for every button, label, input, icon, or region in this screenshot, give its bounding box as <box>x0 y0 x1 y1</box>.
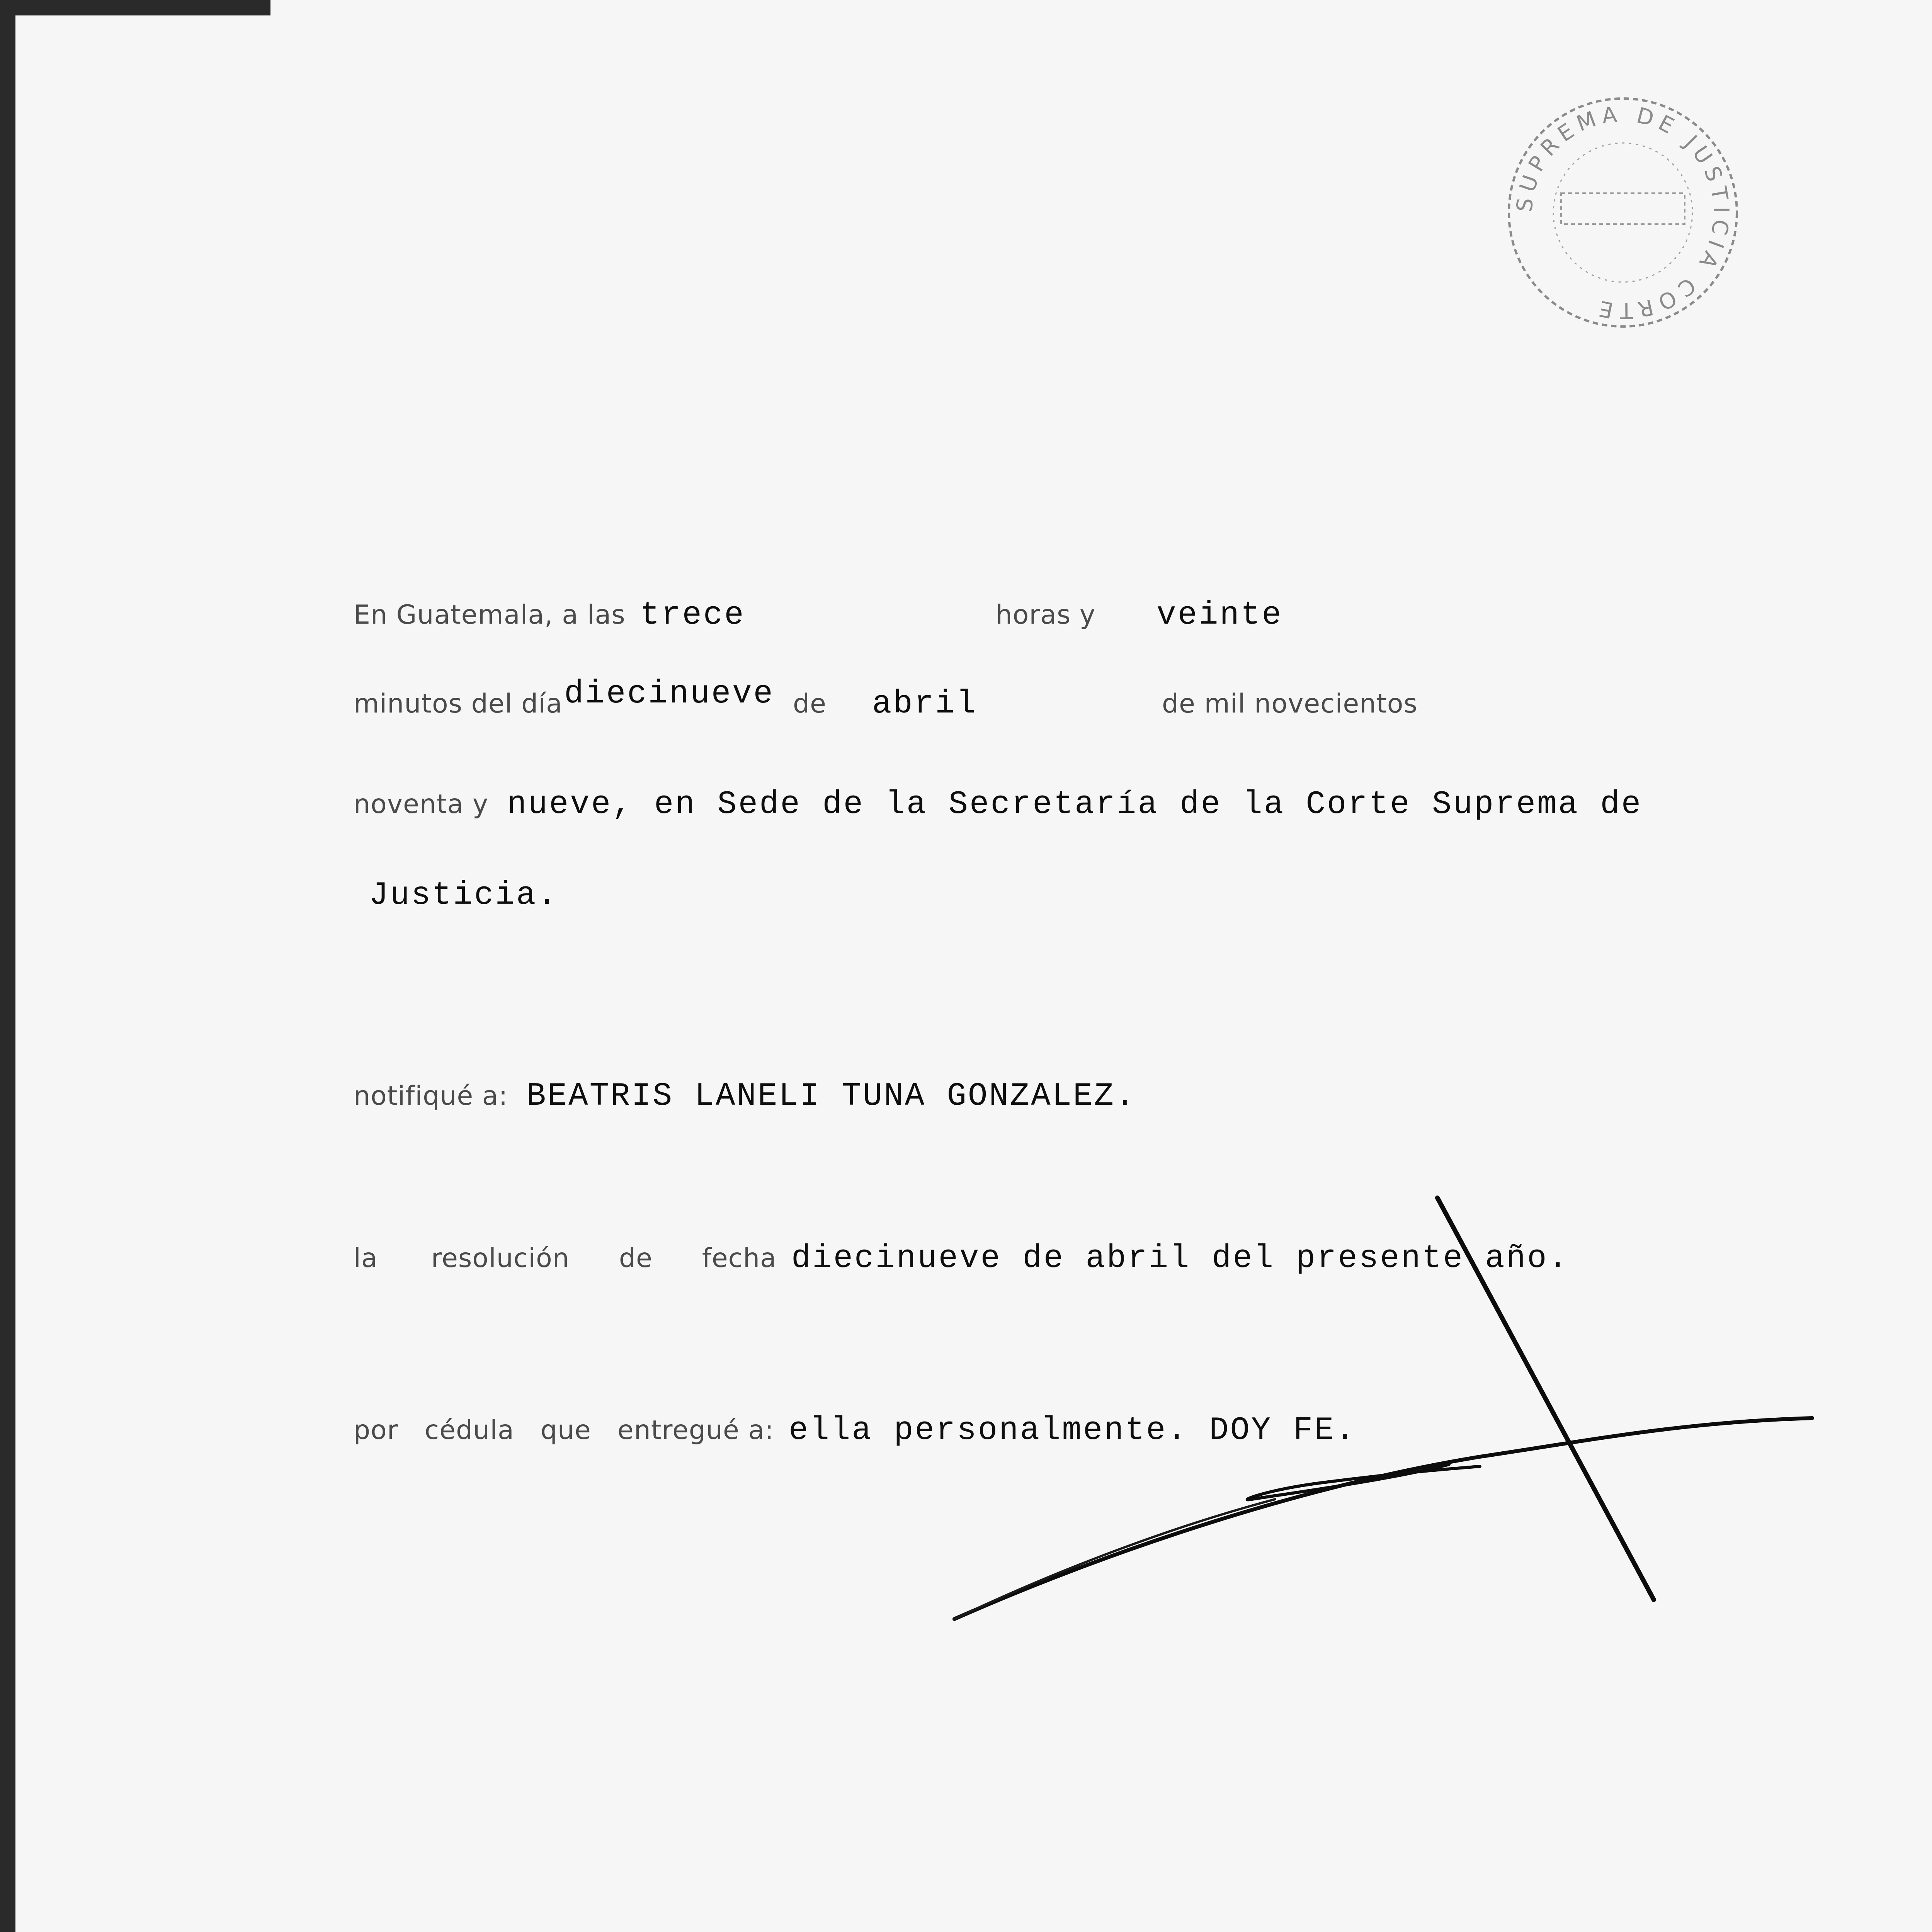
svg-text:SUPREMA DE JUSTICIA CORTE <box>1512 102 1733 323</box>
form-text: resolución <box>431 1243 570 1274</box>
form-text: En Guatemala, a las <box>354 600 626 630</box>
form-text: por <box>354 1415 398 1446</box>
form-text: fecha <box>702 1243 777 1274</box>
form-text: de mil novecientos <box>1162 689 1418 719</box>
form-text: la <box>354 1243 378 1274</box>
court-stamp <box>1503 93 1743 332</box>
typed-text: abril <box>872 686 978 723</box>
typed-text: BEATRIS LANELI TUNA GONZALEZ. <box>526 1078 1136 1115</box>
form-text: de <box>619 1243 653 1274</box>
form-text: que <box>540 1415 591 1446</box>
scan-edge <box>0 0 15 1932</box>
form-text: noventa y <box>354 789 489 820</box>
line-4 <box>369 877 558 914</box>
form-text: entregué a: <box>617 1415 774 1446</box>
typed-text: veinte <box>1156 597 1283 634</box>
form-text: minutos del día <box>354 689 563 719</box>
form-text: horas y <box>995 600 1096 630</box>
line-5 <box>354 1078 1136 1115</box>
typed-text: diecinueve de abril del presente año. <box>791 1240 1569 1277</box>
typed-text: Justicia. <box>369 877 558 914</box>
form-text: notifiqué a: <box>354 1081 508 1111</box>
form-text: de <box>793 689 827 719</box>
form-text: cédula <box>424 1415 514 1446</box>
line-2 <box>354 676 1418 723</box>
handwritten-signature <box>927 1190 1835 1638</box>
typed-text: ella personalmente. DOY FE. <box>789 1412 1357 1449</box>
scan-edge-top <box>0 0 270 15</box>
line-1 <box>354 597 1283 634</box>
typed-text: nueve, en Sede de la Secretaría de la Corte Suprema de <box>507 786 1643 823</box>
stamp-ring-text: SUPREMA DE JUSTICIA CORTE <box>1512 101 1734 323</box>
typed-text: trece <box>640 597 745 634</box>
line-3 <box>354 786 1642 823</box>
typed-text: diecinueve <box>564 676 774 713</box>
